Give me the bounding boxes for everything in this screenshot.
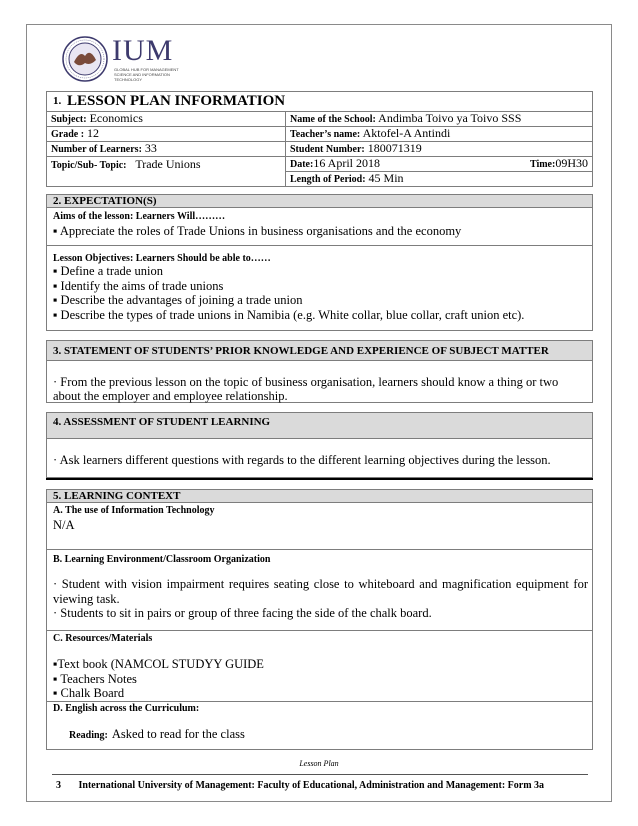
classroom-line: · Students to sit in pairs or group of three facing the side of the chalk board. xyxy=(53,606,432,620)
school-value: Andimba Toivo ya Toivo SSS xyxy=(378,111,522,125)
prior-knowledge-text xyxy=(53,375,558,403)
university-seal-icon xyxy=(62,36,108,82)
english-label: D. English across the Curriculum: xyxy=(53,703,200,714)
resources-block xyxy=(46,630,593,702)
section5-title: 5. LEARNING CONTEXT xyxy=(53,490,181,502)
time-value: 09H30 xyxy=(555,156,588,170)
subject-value: Economics xyxy=(89,111,143,125)
subject-label: Subject: xyxy=(51,114,87,125)
aims-label: Aims of the lesson: Learners Will……… xyxy=(53,211,226,222)
it-use-block xyxy=(46,502,593,550)
student-number-label: Student Number: xyxy=(290,144,365,155)
it-use-label: A. The use of Information Technology xyxy=(53,505,215,516)
footer-text-line xyxy=(56,780,544,791)
section4-header xyxy=(46,412,593,439)
it-use-value: N/A xyxy=(53,518,75,532)
resources-list xyxy=(53,657,264,701)
ium-logo xyxy=(62,36,212,86)
section5-header xyxy=(46,489,593,503)
logo-wordmark: IUM xyxy=(112,34,174,67)
classroom-label: B. Learning Environment/Classroom Organization xyxy=(53,554,271,565)
topic-label: Topic/Sub- Topic: xyxy=(51,160,127,171)
english-block xyxy=(46,701,593,750)
student-number-value: 180071319 xyxy=(367,141,422,155)
teacher-label: Teacher’s name: xyxy=(290,129,361,140)
reading-label: Reading: xyxy=(69,730,108,741)
grade-label: Grade : xyxy=(51,129,85,140)
section4-title: 4. ASSESSMENT OF STUDENT LEARNING xyxy=(53,416,271,428)
learners-label: Number of Learners: xyxy=(51,144,142,155)
page-number: 3 xyxy=(56,780,61,791)
resources-label: C. Resources/Materials xyxy=(53,633,153,644)
section-divider xyxy=(46,478,593,480)
period-label: Length of Period: xyxy=(290,174,366,185)
objective-item: ▪ Describe the advantages of joining a trade union xyxy=(53,293,303,307)
resource-item: ▪ Teachers Notes xyxy=(53,671,137,686)
objectives-block xyxy=(46,245,593,331)
classroom-line: viewing task. xyxy=(53,591,120,606)
topic-value: Trade Unions xyxy=(135,157,201,171)
teacher-value: Aktofel-A Antindi xyxy=(362,126,451,140)
footer-caption: Lesson Plan xyxy=(299,759,339,768)
school-label: Name of the School: xyxy=(290,114,376,125)
period-value: 45 Min xyxy=(368,171,404,185)
date-label: Date: xyxy=(290,159,314,170)
date-value: 16 April 2018 xyxy=(313,156,380,170)
resource-item: ▪ Chalk Board xyxy=(53,686,125,700)
reading-line xyxy=(69,725,245,743)
assessment-block xyxy=(46,438,593,478)
time-label: Time: xyxy=(529,159,556,170)
objective-item: ▪ Describe the types of trade unions in Namibia (e.g. White collar, blue collar, craft union etc). xyxy=(53,307,525,322)
objectives-label: Lesson Objectives: Learners Should be able to…… xyxy=(53,253,271,264)
logo-tagline: GLOBAL HUB FOR MANAGEMENT SCIENCE AND INFORMATION TECHNOLOGY xyxy=(114,67,179,82)
resource-item: ▪Text book (NAMCOL STUDYY GUIDE xyxy=(53,657,264,671)
reading-value: Asked to read for the class xyxy=(111,727,245,741)
section2-header xyxy=(46,194,593,208)
objective-item: ▪ Define a trade union xyxy=(53,264,163,278)
learners-value: 33 xyxy=(144,141,157,155)
prior-knowledge-line: · From the previous lesson on the topic of business organisation, learners should know a thing or two xyxy=(53,375,559,389)
footer-divider xyxy=(52,774,588,775)
classroom-line: · Student with vision impairment requires seating close to whiteboard and magnification equipment for xyxy=(53,577,588,591)
lesson-info-table xyxy=(46,111,593,187)
prior-knowledge-block xyxy=(46,360,593,403)
classroom-text xyxy=(53,577,588,621)
section2-title: 2. EXPECTATION(S) xyxy=(53,195,157,207)
section1-header xyxy=(46,91,593,112)
grade-value: 12 xyxy=(87,126,100,140)
assessment-text: · Ask learners different questions with regards to the different learning objectives during the lesson. xyxy=(53,453,551,467)
aims-block xyxy=(46,207,593,246)
section1-title: LESSON PLAN INFORMATION xyxy=(67,93,286,109)
section3-title: 3. STATEMENT OF STUDENTS’ PRIOR KNOWLEDGE AND EXPERIENCE OF SUBJECT MATTER xyxy=(53,345,549,357)
section3-header xyxy=(46,340,593,361)
objectives-list xyxy=(53,264,524,322)
prior-knowledge-line: about the employer and employee relationship. xyxy=(53,389,288,403)
objective-item: ▪ Identify the aims of trade unions xyxy=(53,278,224,293)
section1-number: 1. xyxy=(53,95,62,107)
classroom-block xyxy=(46,549,593,631)
aim-item: ▪ Appreciate the roles of Trade Unions in business organisations and the economy xyxy=(53,224,462,238)
footer-text: International University of Management: Faculty of Educational, Administration and Management: Form 3a xyxy=(78,780,545,791)
